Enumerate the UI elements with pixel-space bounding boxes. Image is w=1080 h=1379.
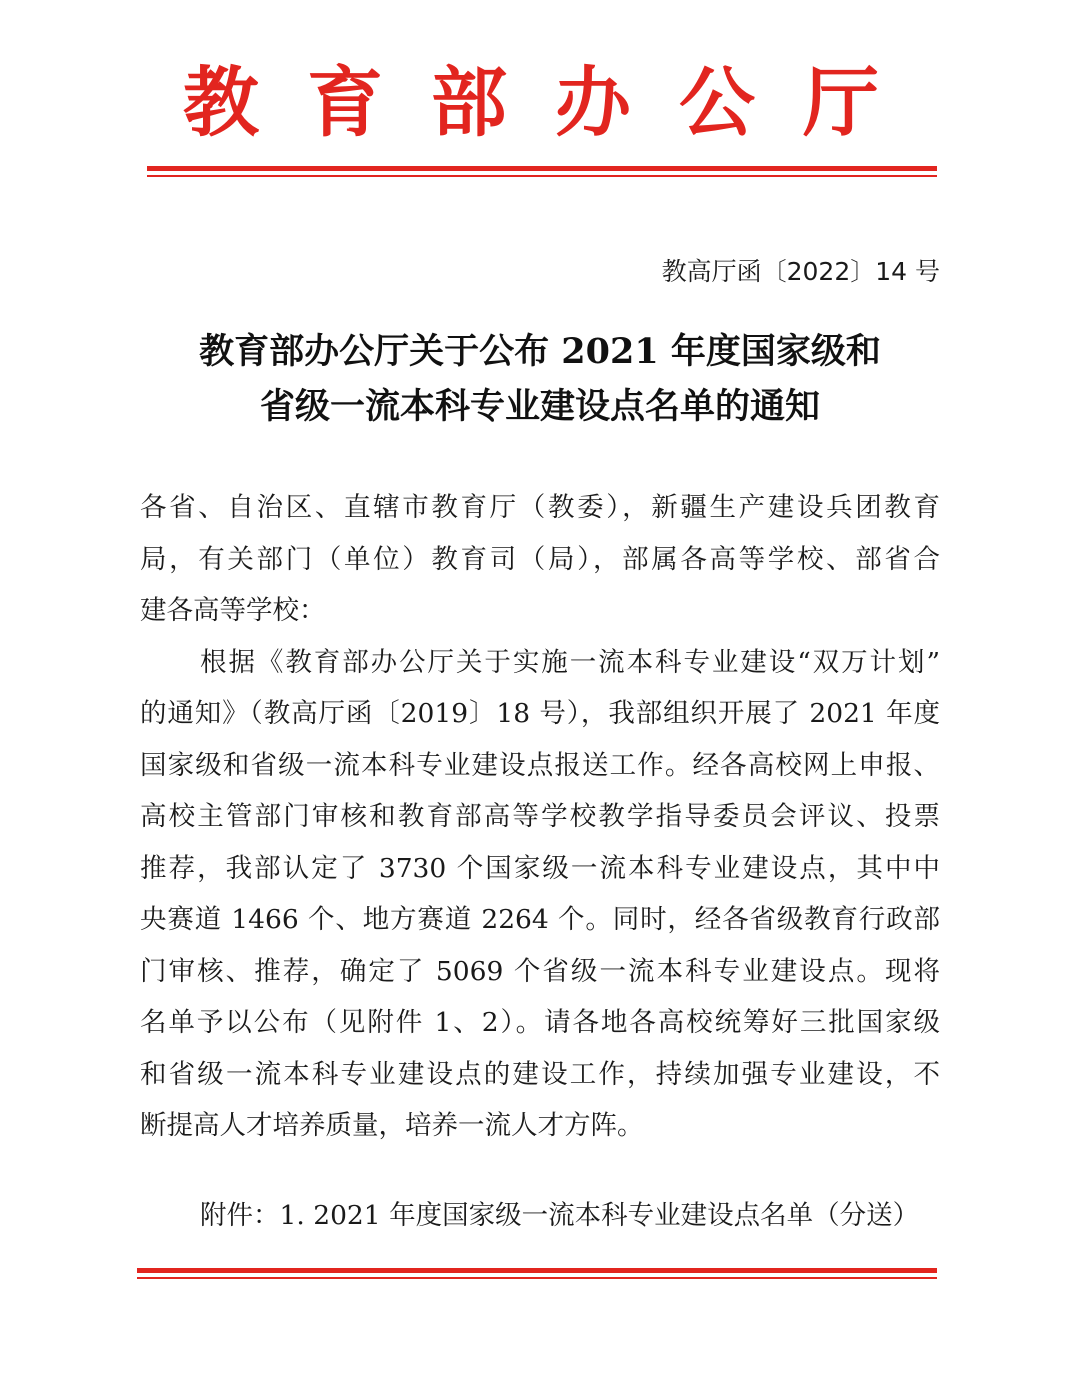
body-line: 的通知》（教高厅函〔2019〕18 号），我部组织开展了 2021 年度 [140,698,940,729]
body-line: 国家级和省级一流本科专业建设点报送工作。经各高校网上申报、 [140,749,940,781]
body-line: 门审核、推荐，确定了 5069 个省级一流本科专业建设点。现将 [140,955,940,987]
body-line: 名单予以公布（见附件 1、2）。请各地各高校统筹好三批国家级 [140,1007,940,1038]
body-line: 断提高人才培养质量，培养一流人才方阵。 [140,1110,644,1141]
body-line: 局，有关部门（单位）教育司（局），部属各高等学校、部省合 [140,543,940,575]
body-line: 根据《教育部办公厅关于实施一流本科专业建设“双万计划” [200,646,940,678]
document-title [0,324,1080,434]
body-line: 各省、自治区、直辖市教育厅（教委），新疆生产建设兵团教育 [140,492,940,523]
document-body [140,482,940,1152]
footer-red-rule-thin [137,1277,937,1279]
attachment-line: 附件：1. 2021 年度国家级一流本科专业建设点名单（分送） [200,1200,920,1231]
footer-red-rule [137,1268,937,1273]
body-line: 建各高等学校： [140,595,326,626]
body-line: 央赛道 1466 个、地方赛道 2264 个。同时，经各省级教育行政部 [140,904,940,935]
letterhead-red-rule-thin [147,175,937,177]
title-line-2: 省级一流本科专业建设点名单的通知 [259,386,820,427]
letterhead-org-name: 教育部办公厅 [183,58,927,147]
title-line-1: 教育部办公厅关于公布 2021 年度国家级和 [199,331,881,372]
letterhead-red-rule [147,166,937,171]
document-number: 教高厅函〔2022〕14 号 [661,257,940,286]
body-line: 和省级一流本科专业建设点的建设工作，持续加强专业建设，不 [140,1058,940,1090]
body-line: 高校主管部门审核和教育部高等学校教学指导委员会评议、投票 [140,801,940,832]
body-line: 推荐，我部认定了 3730 个国家级一流本科专业建设点，其中中 [140,852,940,884]
